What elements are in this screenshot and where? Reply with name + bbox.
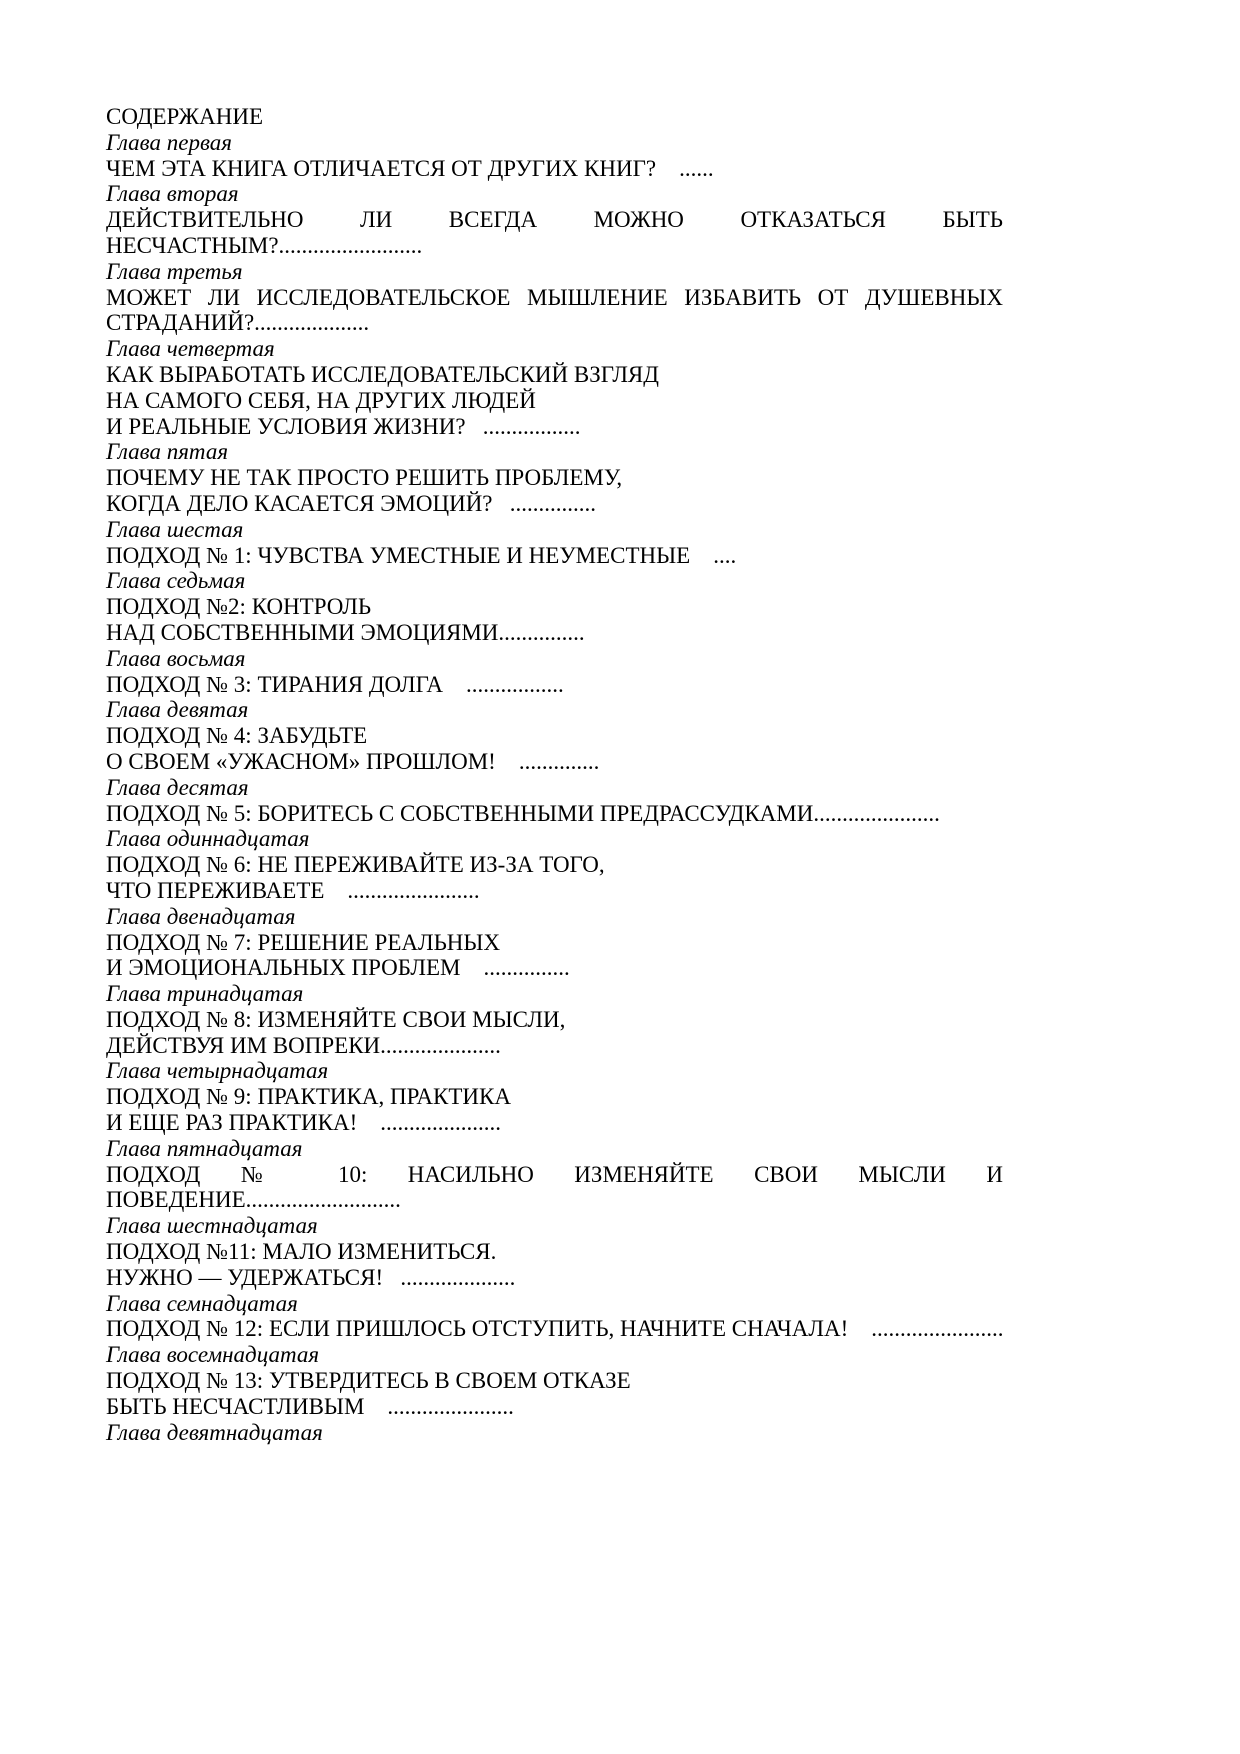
chapter-title-line: ПОДХОД № 9: ПРАКТИКА, ПРАКТИКА (106, 1084, 511, 1110)
toc-entry (106, 1136, 1003, 1213)
chapter-title-line: НАД СОБСТВЕННЫМИ ЭМОЦИЯМИ............... (106, 619, 585, 645)
chapter-title-line: ПОДХОД № 1: ЧУВСТВА УМЕСТНЫЕ И НЕУМЕСТНЫЕ .... (106, 542, 737, 568)
chapter-label: Глава десятая (106, 774, 249, 800)
chapter-title-line: ПОДХОД № 10: НАСИЛЬНО ИЗМЕНЯЙТЕ СВОИ МЫСЛИ И (106, 1161, 1003, 1187)
toc-entry (106, 259, 1003, 336)
toc-entry (106, 130, 1003, 182)
chapter-label: Глава вторая (106, 181, 239, 207)
chapter-label: Глава седьмая (106, 568, 246, 594)
chapter-title-line: ПОДХОД № 8: ИЗМЕНЯЙТЕ СВОИ МЫСЛИ, (106, 1006, 566, 1032)
chapter-title-line: ПОДХОД № 12: ЕСЛИ ПРИШЛОСЬ ОТСТУПИТЬ, НАЧНИТЕ СНАЧАЛА! ....................... (106, 1316, 1004, 1342)
toc-entry (106, 904, 1003, 981)
chapter-label: Глава четвертая (106, 336, 275, 362)
toc-entry (106, 826, 1003, 903)
toc-entry (106, 439, 1003, 516)
toc-title: СОДЕРЖАНИЕ (106, 104, 264, 129)
chapter-title-line: МОЖЕТ ЛИ ИССЛЕДОВАТЕЛЬСКОЕ МЫШЛЕНИЕ ИЗБАВИТЬ ОТ ДУШЕВНЫХ (106, 284, 1003, 310)
table-of-contents (106, 104, 1003, 1445)
chapter-label: Глава пятнадцатая (106, 1135, 303, 1161)
chapter-label: Глава одиннадцатая (106, 826, 310, 852)
chapter-title-line: ЧТО ПЕРЕЖИВАЕТЕ ....................... (106, 877, 480, 903)
chapter-title-line: НА САМОГО СЕБЯ, НА ДРУГИХ ЛЮДЕЙ (106, 387, 536, 413)
chapter-title-line: О СВОЕМ «УЖАСНОМ» ПРОШЛОМ! .............. (106, 748, 600, 774)
chapter-title-line: НЕСЧАСТНЫМ?......................... (106, 232, 423, 258)
chapter-label: Глава семнадцатая (106, 1290, 298, 1316)
chapter-title-line: КАК ВЫРАБОТАТЬ ИССЛЕДОВАТЕЛЬСКИЙ ВЗГЛЯД (106, 361, 659, 387)
chapter-title-line: ПОДХОД № 7: РЕШЕНИЕ РЕАЛЬНЫХ (106, 929, 501, 955)
toc-entry (106, 1342, 1003, 1419)
chapter-label: Глава девятнадцатая (106, 1419, 323, 1445)
toc-entries (106, 130, 1003, 1446)
chapter-title-line: СТРАДАНИЙ?.................... (106, 310, 370, 336)
chapter-label: Глава четырнадцатая (106, 1058, 329, 1084)
chapter-label: Глава восемнадцатая (106, 1342, 320, 1368)
chapter-title-line: ПОВЕДЕНИЕ........................... (106, 1187, 401, 1213)
toc-entry (106, 336, 1003, 439)
chapter-title-line: ПОДХОД №11: МАЛО ИЗМЕНИТЬСЯ. (106, 1239, 497, 1265)
chapter-title-line: БЫТЬ НЕСЧАСТЛИВЫМ ...................... (106, 1393, 514, 1419)
chapter-title-line: ПОДХОД № 4: ЗАБУДЬТЕ (106, 723, 368, 749)
chapter-label: Глава двенадцатая (106, 903, 296, 929)
chapter-title-line: ПОЧЕМУ НЕ ТАК ПРОСТО РЕШИТЬ ПРОБЛЕМУ, (106, 465, 623, 491)
chapter-title-line: КОГДА ДЕЛО КАСАЕТСЯ ЭМОЦИЙ? ............... (106, 490, 597, 516)
chapter-label: Глава первая (106, 129, 232, 155)
chapter-title-line: ПОДХОД № 3: ТИРАНИЯ ДОЛГА ................. (106, 671, 564, 697)
chapter-label: Глава восьмая (106, 645, 246, 671)
toc-entry (106, 1291, 1003, 1343)
chapter-title-line: ДЕЙСТВУЯ ИМ ВОПРЕКИ..................... (106, 1032, 501, 1058)
chapter-title-line: ПОДХОД № 5: БОРИТЕСЬ С СОБСТВЕННЫМИ ПРЕДРАССУДКАМИ...................... (106, 800, 940, 826)
chapter-title-line: И РЕАЛЬНЫЕ УСЛОВИЯ ЖИЗНИ? ................. (106, 413, 581, 439)
chapter-title-line: ЧЕМ ЭТА КНИГА ОТЛИЧАЕТСЯ ОТ ДРУГИХ КНИГ? ...... (106, 155, 714, 181)
chapter-label: Глава шестнадцатая (106, 1213, 318, 1239)
toc-entry (106, 646, 1003, 698)
chapter-label: Глава пятая (106, 439, 229, 465)
toc-entry (106, 1058, 1003, 1135)
toc-entry (106, 775, 1003, 827)
chapter-title-line: И ЕЩЕ РАЗ ПРАКТИКА! ..................... (106, 1110, 501, 1136)
toc-entry (106, 1213, 1003, 1290)
chapter-title-line: И ЭМОЦИОНАЛЬНЫХ ПРОБЛЕМ ............... (106, 955, 570, 981)
chapter-title-line: НУЖНО — УДЕРЖАТЬСЯ! .................... (106, 1264, 516, 1290)
toc-entry (106, 568, 1003, 645)
chapter-title-line: ДЕЙСТВИТЕЛЬНО ЛИ ВСЕГДА МОЖНО ОТКАЗАТЬСЯ БЫТЬ (106, 207, 1003, 233)
toc-entry (106, 517, 1003, 569)
chapter-title-line: ПОДХОД № 6: НЕ ПЕРЕЖИВАЙТЕ ИЗ-ЗА ТОГО, (106, 852, 605, 878)
toc-entry (106, 697, 1003, 774)
chapter-label: Глава тринадцатая (106, 981, 304, 1007)
chapter-title-line: ПОДХОД № 13: УТВЕРДИТЕСЬ В СВОЕМ ОТКАЗЕ (106, 1368, 631, 1394)
chapter-title-line: ПОДХОД №2: КОНТРОЛЬ (106, 594, 372, 620)
toc-entry (106, 981, 1003, 1058)
chapter-label: Глава девятая (106, 697, 249, 723)
toc-entry (106, 1420, 1003, 1446)
chapter-label: Глава третья (106, 258, 243, 284)
chapter-label: Глава шестая (106, 516, 244, 542)
toc-entry (106, 181, 1003, 258)
